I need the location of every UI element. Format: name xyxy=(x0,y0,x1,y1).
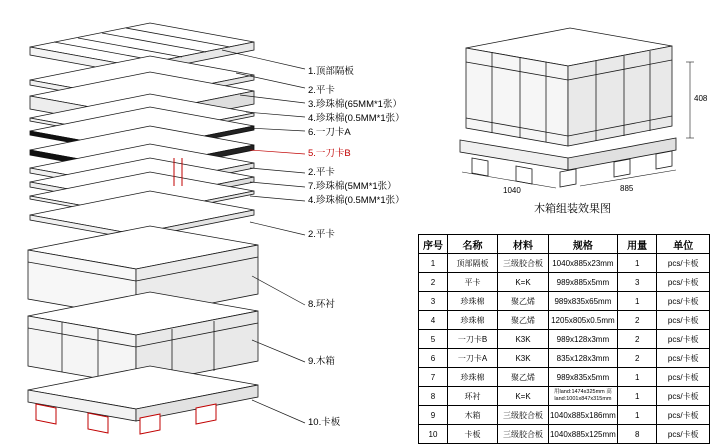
table-row xyxy=(419,273,710,292)
dimension-depth: 885 xyxy=(620,184,634,193)
cell-name: 一刀卡B xyxy=(447,330,497,349)
cell-qty: 3 xyxy=(617,273,657,292)
cell-qty: 1 xyxy=(617,387,657,406)
table-row xyxy=(419,311,710,330)
cell-spec: 989x835x5mm xyxy=(548,368,617,387)
cell-material: K3K xyxy=(498,349,549,368)
cell-material: 三级胶合板 xyxy=(498,254,549,273)
cell-unit: pcs/卡板 xyxy=(657,311,710,330)
cell-material: K3K xyxy=(498,330,549,349)
callout-label: 8.环衬 xyxy=(308,299,335,310)
col-name: 名称 xyxy=(447,235,497,254)
cell-no: 7 xyxy=(419,368,448,387)
cell-material: 三级胶合板 xyxy=(498,406,549,425)
col-qty: 用量 xyxy=(617,235,657,254)
cell-no: 8 xyxy=(419,387,448,406)
table-row xyxy=(419,330,710,349)
table-row xyxy=(419,387,710,406)
cell-spec: 1040x885x186mm xyxy=(548,406,617,425)
cell-name: 珍珠棉 xyxy=(447,292,497,311)
cell-spec: 989x835x65mm xyxy=(548,292,617,311)
bom-table xyxy=(418,234,710,444)
table-row xyxy=(419,368,710,387)
callout-label: 4.珍珠棉(0.5MM*1张） xyxy=(308,113,405,124)
cell-material: K=K xyxy=(498,387,549,406)
callout-label: 3.珍珠棉(65MM*1张） xyxy=(308,99,402,110)
cell-name: 木箱 xyxy=(447,406,497,425)
table-row xyxy=(419,292,710,311)
cell-spec: 用land:1474x325mm 高land:1001x847x315mm xyxy=(548,387,617,406)
col-spec: 规格 xyxy=(548,235,617,254)
cell-qty: 1 xyxy=(617,292,657,311)
cell-unit: pcs/卡板 xyxy=(657,387,710,406)
table-row xyxy=(419,406,710,425)
cell-unit: pcs/卡板 xyxy=(657,406,710,425)
cell-unit: pcs/卡板 xyxy=(657,349,710,368)
cell-qty: 1 xyxy=(617,406,657,425)
callout-label: 9.木箱 xyxy=(308,356,335,367)
table-row xyxy=(419,425,710,444)
cell-no: 4 xyxy=(419,311,448,330)
cell-material: 三级胶合板 xyxy=(498,425,549,444)
cell-no: 2 xyxy=(419,273,448,292)
cell-no: 5 xyxy=(419,330,448,349)
col-no: 序号 xyxy=(419,235,448,254)
cell-name: 珍珠棉 xyxy=(447,368,497,387)
cell-unit: pcs/卡板 xyxy=(657,368,710,387)
col-material: 材料 xyxy=(498,235,549,254)
cell-name: 卡板 xyxy=(447,425,497,444)
cell-spec: 1040x885x125mm xyxy=(548,425,617,444)
dimension-height: 408 xyxy=(694,94,708,103)
cell-name: 平卡 xyxy=(447,273,497,292)
cell-unit: pcs/卡板 xyxy=(657,273,710,292)
cell-qty: 1 xyxy=(617,254,657,273)
cell-name: 环衬 xyxy=(447,387,497,406)
callout-label: 2.平卡 xyxy=(308,229,335,240)
callout-label: 10.卡板 xyxy=(308,417,341,428)
dimension-width: 1040 xyxy=(503,186,521,195)
assembled-crate xyxy=(460,28,694,188)
cell-name: 顶部隔板 xyxy=(447,254,497,273)
cell-spec: 1205x805x0.5mm xyxy=(548,311,617,330)
cell-name: 一刀卡A xyxy=(447,349,497,368)
callout-label-knife-b: 5.一刀卡B xyxy=(308,148,351,159)
callout-label: 2.平卡 xyxy=(308,167,335,178)
callout-label: 4.珍珠棉(0.5MM*1张） xyxy=(308,195,405,206)
cell-spec: 1040x885x23mm xyxy=(548,254,617,273)
callout-label: 2.平卡 xyxy=(308,85,335,96)
callout-label: 7.珍珠棉(5MM*1张） xyxy=(308,181,397,192)
table-row xyxy=(419,254,710,273)
cell-no: 6 xyxy=(419,349,448,368)
cell-material: 聚乙烯 xyxy=(498,311,549,330)
callout-label: 6.一刀卡A xyxy=(308,127,351,138)
cell-qty: 2 xyxy=(617,311,657,330)
cell-no: 9 xyxy=(419,406,448,425)
part-pallet xyxy=(28,366,258,434)
cell-material: 聚乙烯 xyxy=(498,368,549,387)
cell-unit: pcs/卡板 xyxy=(657,292,710,311)
cell-unit: pcs/卡板 xyxy=(657,330,710,349)
cell-qty: 1 xyxy=(617,368,657,387)
cell-name: 珍珠棉 xyxy=(447,311,497,330)
table-row xyxy=(419,349,710,368)
cell-material: 聚乙烯 xyxy=(498,292,549,311)
col-unit: 单位 xyxy=(657,235,710,254)
table-header-row xyxy=(419,235,710,254)
cell-qty: 8 xyxy=(617,425,657,444)
cell-spec: 989x885x5mm xyxy=(548,273,617,292)
cell-spec: 835x128x3mm xyxy=(548,349,617,368)
cell-qty: 2 xyxy=(617,330,657,349)
cell-qty: 2 xyxy=(617,349,657,368)
cell-no: 10 xyxy=(419,425,448,444)
callout-label: 1.顶部隔板 xyxy=(308,66,354,77)
cell-unit: pcs/卡板 xyxy=(657,425,710,444)
cell-unit: pcs/卡板 xyxy=(657,254,710,273)
assembled-crate-caption: 木箱组装效果图 xyxy=(534,203,611,215)
cell-no: 3 xyxy=(419,292,448,311)
cell-spec: 989x128x3mm xyxy=(548,330,617,349)
cell-material: K=K xyxy=(498,273,549,292)
cell-no: 1 xyxy=(419,254,448,273)
